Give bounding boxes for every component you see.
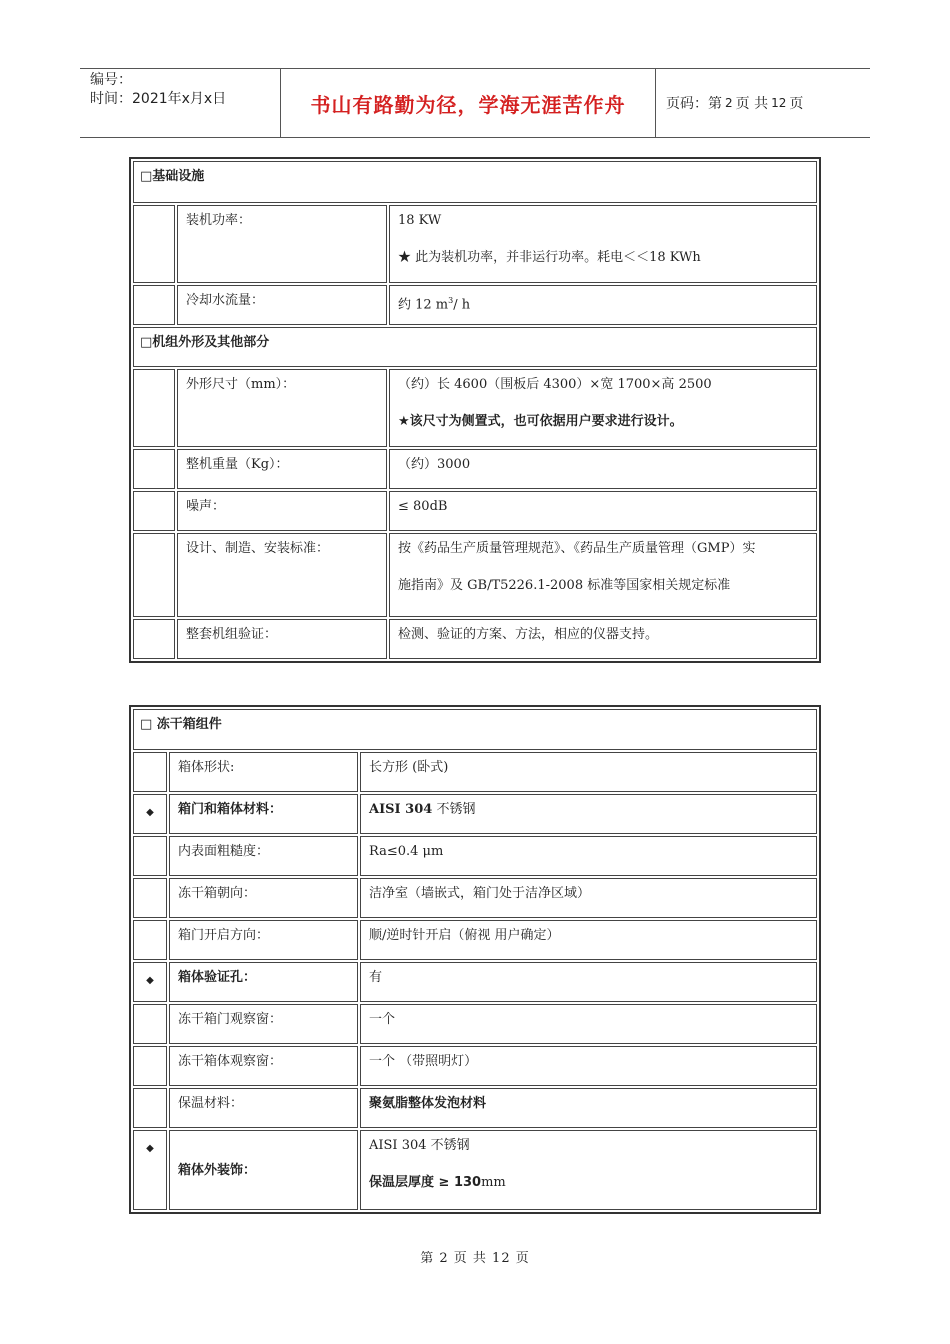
freeze-dryer-chamber-table [129, 705, 821, 1214]
table-row [133, 920, 817, 960]
row-marker-cell [133, 836, 167, 876]
installed-power-note: ★ 此为装机功率，并非运行功率。耗电＜＜18 KWh [398, 250, 701, 265]
row-label: 整套机组验证： [177, 619, 387, 659]
row-value: 一个 （带照明灯） [360, 1046, 817, 1086]
page-header [80, 68, 870, 138]
row-value [360, 1130, 817, 1210]
row-marker-cell [133, 1088, 167, 1128]
row-marker-cell [133, 369, 175, 447]
row-value: 聚氨脂整体发泡材料 [360, 1088, 817, 1128]
standards-value-line1: 按《药品生产质量管理规范》、《药品生产质量管理（GMP）实 [398, 541, 756, 556]
row-label: 装机功率： [177, 205, 387, 283]
insulation-thickness-unit: mm [481, 1175, 506, 1190]
row-label: 噪声： [177, 491, 387, 531]
table-row [133, 1004, 817, 1044]
infrastructure-spec-table [129, 157, 821, 663]
row-label: 箱体外装饰： [169, 1130, 358, 1210]
table-row [133, 533, 817, 617]
diamond-bullet-icon: ◆ [133, 962, 167, 1002]
row-value [360, 794, 817, 834]
header-page-number [656, 69, 870, 137]
row-value: 顺/逆时针开启（俯视 用户确定） [360, 920, 817, 960]
section-title-chamber: □ 冻干箱组件 [133, 709, 817, 750]
row-marker-cell [133, 1046, 167, 1086]
row-label: 保温材料： [169, 1088, 358, 1128]
row-label: 箱门开启方向： [169, 920, 358, 960]
table-row [133, 449, 817, 489]
exterior-material: AISI 304 不锈钢 [369, 1138, 470, 1153]
row-value [389, 533, 817, 617]
diamond-bullet-icon: ◆ [133, 794, 167, 834]
document-time: 时间：2021年x月x日 [90, 91, 227, 107]
table-row [133, 491, 817, 531]
row-value: 长方形 (卧式) [360, 752, 817, 792]
installed-power-value: 18 KW [398, 213, 442, 228]
row-marker-cell [133, 285, 175, 325]
dimensions-note: ★该尺寸为侧置式，也可依据用户要求进行设计。 [398, 414, 683, 429]
table-row [133, 836, 817, 876]
dimensions-value: （约）长 4600（围板后 4300）×宽 1700×高 2500 [398, 377, 712, 392]
table-row [133, 794, 817, 834]
table-row [133, 878, 817, 918]
section-title-infrastructure: □基础设施 [133, 161, 817, 203]
page-current: 2 [725, 96, 733, 110]
row-marker-cell [133, 491, 175, 531]
row-marker-cell [133, 533, 175, 617]
row-label: 冻干箱门观察窗： [169, 1004, 358, 1044]
row-value [389, 205, 817, 283]
header-meta [80, 69, 280, 137]
insulation-thickness [369, 1173, 808, 1192]
row-value: ≤ 80dB [389, 491, 817, 531]
row-label: 整机重量（Kg）： [177, 449, 387, 489]
row-value: 洁净室（墙嵌式，箱门处于洁净区域） [360, 878, 817, 918]
row-value: （约）3000 [389, 449, 817, 489]
table-row [133, 962, 817, 1002]
row-label: 冷却水流量： [177, 285, 387, 325]
row-marker-cell [133, 619, 175, 659]
section-title-unit-shape: □机组外形及其他部分 [133, 327, 817, 367]
cooling-water-unit: / h [453, 297, 471, 313]
row-marker-cell [133, 205, 175, 283]
page-prefix: 页码：第 [666, 96, 722, 112]
table-row [133, 285, 817, 325]
row-label: 冻干箱朝向： [169, 878, 358, 918]
row-label: 箱体验证孔： [169, 962, 358, 1002]
row-label: 箱门和箱体材料： [169, 794, 358, 834]
material-grade: AISI 304 [369, 802, 433, 817]
page-mid: 页 共 [735, 96, 769, 112]
row-marker-cell [133, 449, 175, 489]
cooling-water-value: 约 12 m [398, 297, 449, 313]
row-marker-cell [133, 920, 167, 960]
diamond-bullet-icon: ◆ [133, 1130, 167, 1210]
insulation-thickness-value: 保温层厚度 ≥ 130 [369, 1175, 482, 1190]
page-total: 12 [771, 96, 787, 110]
row-label: 冻干箱体观察窗： [169, 1046, 358, 1086]
cooling-water-superscript: 3 [448, 296, 454, 305]
row-value: 有 [360, 962, 817, 1002]
document-number-label: 编号： [90, 72, 132, 88]
table-row [133, 369, 817, 447]
row-label: 设计、制造、安装标准： [177, 533, 387, 617]
row-value [389, 285, 817, 325]
table-row [133, 752, 817, 792]
row-value: Ra≤0.4 μm [360, 836, 817, 876]
table-row [133, 1046, 817, 1086]
page-suffix: 页 [789, 96, 804, 112]
table-row [133, 619, 817, 659]
row-label: 箱体形状: [169, 752, 358, 792]
header-motto: 书山有路勤为径，学海无涯苦作舟 [280, 69, 656, 137]
table-row [133, 205, 817, 283]
material-name: 不锈钢 [432, 802, 476, 817]
table-row [133, 1130, 817, 1210]
row-marker-cell [133, 752, 167, 792]
row-value [389, 369, 817, 447]
standards-value-line2: 施指南》及 GB/T5226.1-2008 标准等国家相关规定标准 [398, 578, 731, 593]
row-marker-cell [133, 1004, 167, 1044]
page-footer: 第 2 页 共 12 页 [420, 1251, 530, 1266]
row-label: 外形尺寸（mm）： [177, 369, 387, 447]
row-label: 内表面粗糙度： [169, 836, 358, 876]
row-value: 检测、验证的方案、方法，相应的仪器支持。 [389, 619, 817, 659]
row-value: 一个 [360, 1004, 817, 1044]
table-row [133, 1088, 817, 1128]
row-marker-cell [133, 878, 167, 918]
